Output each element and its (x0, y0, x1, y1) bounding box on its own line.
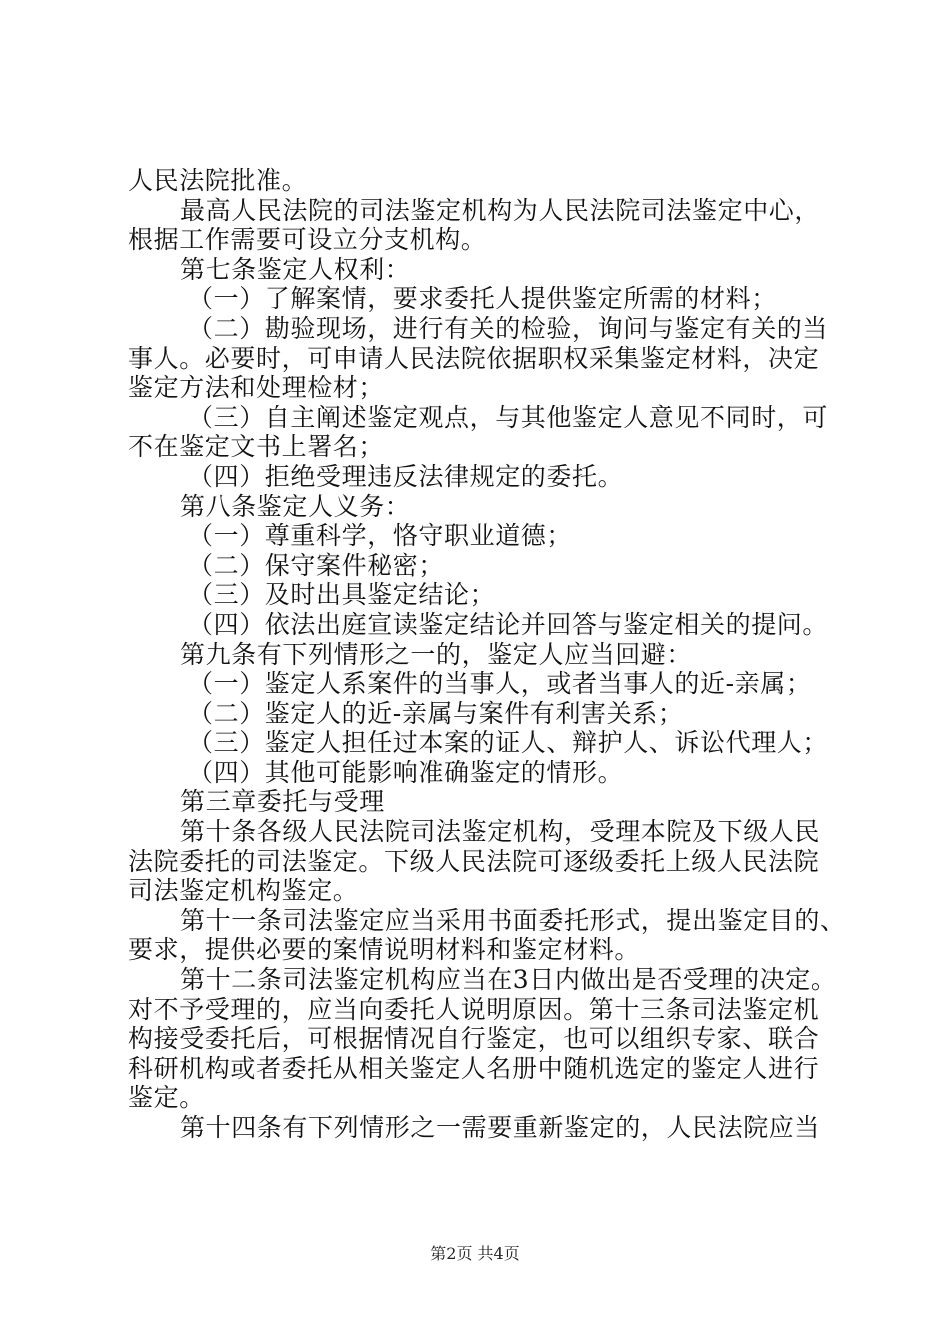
text-line: 对不予受理的，应当向委托人说明原因。第十三条司法鉴定机 (128, 994, 820, 1024)
page-number: 第2页 共4页 (430, 1244, 520, 1263)
text-line: （三）鉴定人担任过本案的证人、辩护人、诉讼代理人； (188, 728, 829, 758)
text-line: 要求，提供必要的案情说明材料和鉴定材料。 (128, 935, 641, 965)
text-line: （三）及时出具鉴定结论； (188, 580, 496, 610)
text-line: 根据工作需要可设立分支机构。 (128, 225, 487, 255)
text-line: 第八条鉴定人义务： (180, 491, 411, 521)
text-line: （二）勘验现场，进行有关的检验，询问与鉴定有关的当 (188, 313, 829, 343)
text-line: 鉴定方法和处理检材； (128, 373, 385, 403)
text-line: 司法鉴定机构鉴定。 (128, 876, 359, 906)
text-line: 第十一条司法鉴定应当采用书面委托形式，提出鉴定目的、 (180, 905, 846, 935)
text-line: （一）了解案情，要求委托人提供鉴定所需的材料； (188, 284, 777, 314)
text-line: （一）尊重科学，恪守职业道德； (188, 521, 573, 551)
text-line: （四）拒绝受理违反法律规定的委托。 (188, 461, 624, 491)
text-line: 构接受委托后，可根据情况自行鉴定，也可以组织专家、联合 (128, 1024, 820, 1054)
chapter-heading: 第三章委托与受理 (180, 787, 385, 817)
text-line: 事人。必要时，可申请人民法院依据职权采集鉴定材料，决定 (128, 343, 820, 373)
text-line: 鉴定。 (128, 1083, 205, 1113)
text-line: （三）自主阐述鉴定观点，与其他鉴定人意见不同时，可 (188, 402, 829, 432)
text-line: （四）其他可能影响准确鉴定的情形。 (188, 757, 624, 787)
text-line: 法院委托的司法鉴定。下级人民法院可逐级委托上级人民法院 (128, 846, 820, 876)
text-line: （一）鉴定人系案件的当事人，或者当事人的近-亲属； (188, 669, 812, 699)
text-line: 人民法院批准。 (128, 166, 308, 195)
text-line: （二）鉴定人的近-亲属与案件有利害关系； (188, 698, 684, 728)
document-body (128, 166, 846, 1143)
text-line: （二）保守案件秘密； (188, 550, 445, 580)
text-line: 第十条各级人民法院司法鉴定机构，受理本院及下级人民 (180, 817, 821, 847)
text-line: 最高人民法院的司法鉴定机构为人民法院司法鉴定中心， (180, 195, 821, 225)
text-line: 第十二条司法鉴定机构应当在3日内做出是否受理的决定。 (180, 965, 837, 995)
text-line: 科研机构或者委托从相关鉴定人名册中随机选定的鉴定人进行 (128, 1053, 820, 1083)
text-line: （四）依法出庭宣读鉴定结论并回答与鉴定相关的提问。 (188, 609, 829, 639)
text-line: 第七条鉴定人权利： (180, 254, 411, 284)
text-line: 不在鉴定文书上署名； (128, 432, 385, 462)
text-line: 第十四条有下列情形之一需要重新鉴定的，人民法院应当 (180, 1113, 821, 1142)
text-line: 第九条有下列情形之一的，鉴定人应当回避： (180, 639, 693, 669)
